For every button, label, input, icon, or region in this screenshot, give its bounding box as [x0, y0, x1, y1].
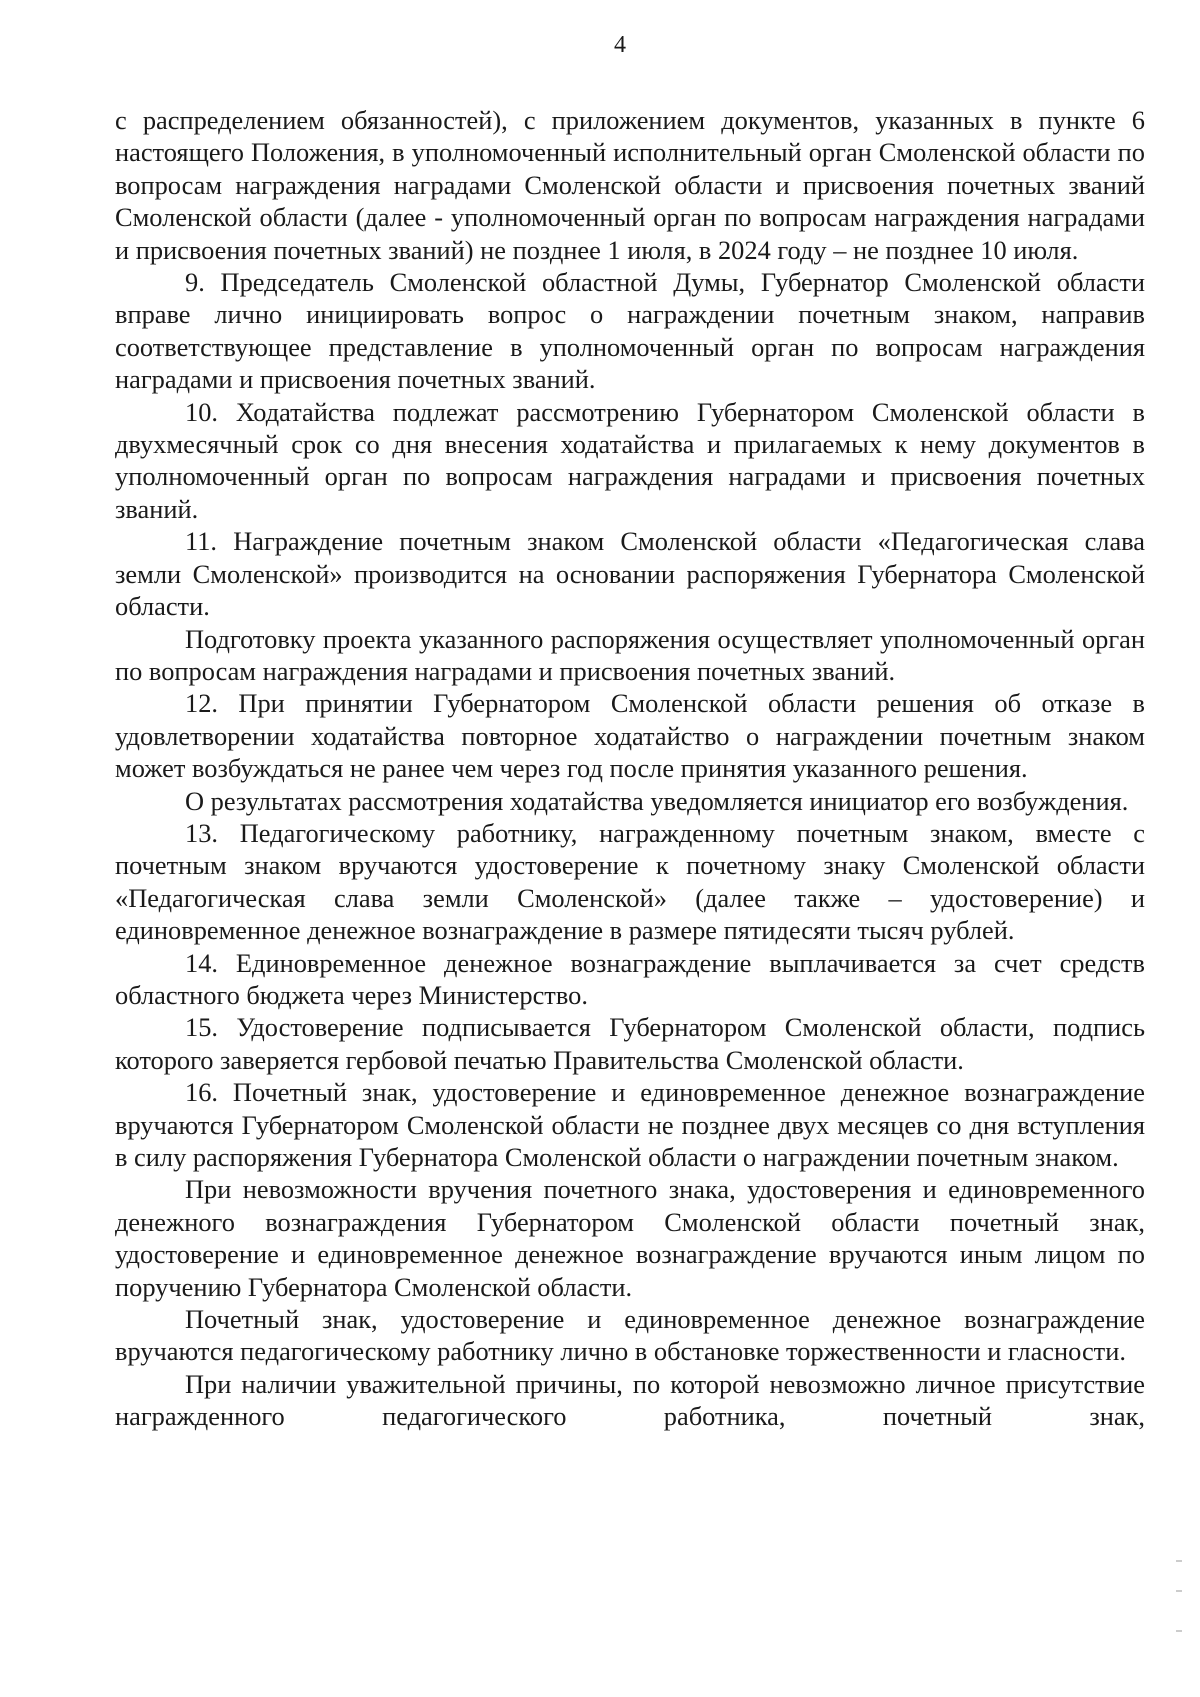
paragraph-item-12-notice: О результатах рассмотрения ходатайства уведомляется инициатор его возбуждения. [185, 785, 1129, 816]
scan-artifact [1176, 1630, 1182, 1632]
document-body [115, 104, 1145, 1433]
paragraph-item-11-draft: Подготовку проекта указанного распоряжения осуществляет уполномоченный орган по вопросам награждения наградами и присвоения почетных званий. [115, 623, 1145, 686]
paragraph-item-11: 11. Награждение почетным знаком Смоленской области «Педагогическая слава земли Смоленской» производится на основании распоряжения Губернатора Смоленской области. [115, 526, 1145, 622]
paragraph-item-14: 14. Единовременное денежное вознаграждение выплачивается за счет средств областного бюджета через Министерство. [115, 947, 1145, 1010]
page-number: 4 [614, 32, 626, 58]
paragraph-item-16: 16. Почетный знак, удостоверение и единовременное денежное вознаграждение вручаются Губернатором Смоленской области не позднее двух месяцев со дня вступления в силу распоряжения Губернатора Смоленской области о награждении почетным знаком. [115, 1077, 1145, 1172]
paragraph-item-16-ceremony: Почетный знак, удостоверение и единовременное денежное вознаграждение вручаются педагогическому работнику лично в обстановке торжественности и гласности. [115, 1304, 1145, 1367]
paragraph-continuation: с распределением обязанностей), с приложением документов, указанных в пункте 6 настоящего Положения, в уполномоченный исполнительный орган Смоленской области по вопросам награждения наградами Смоленской области и присвоения почетных званий Смоленской области (далее - уполномоченный орган по вопросам награждения наградами и присвоения почетных званий) не позднее 1 июля, в 2024 году – не позднее 10 июля. [115, 105, 1145, 265]
paragraph-item-9: 9. Председатель Смоленской областной Думы, Губернатор Смоленской области вправе лично инициировать вопрос о награждении почетным знаком, направив соответствующее представление в уполномоченный орган по вопросам награждения наградами и присвоения почетных званий. [115, 267, 1145, 395]
paragraph-item-10: 10. Ходатайства подлежат рассмотрению Губернатором Смоленской области в двухмесячный срок со дня внесения ходатайства и прилагаемых к нему документов в уполномоченный орган по вопросам награждения наградами и присвоения почетных званий. [115, 396, 1145, 524]
paragraph-item-13: 13. Педагогическому работнику, награжденному почетным знаком, вместе с почетным знаком вручаются удостоверение к почетному знаку Смоленской области «Педагогическая слава земли Смоленской» (далее также – удостоверение) и единовременное денежное вознаграждение в размере пятидесяти тысяч рублей. [115, 817, 1145, 946]
scan-artifact [1176, 1560, 1182, 1562]
paragraph-item-16-alternate: При невозможности вручения почетного знака, удостоверения и единовременного денежного вознаграждения Губернатором Смоленской области почетный знак, удостоверение и единовременное денежное вознаграждение вручаются иным лицом по поручению Губернатора Смоленской области. [115, 1174, 1145, 1302]
scan-artifact [1176, 1590, 1182, 1592]
paragraph-item-16-absence: При наличии уважительной причины, по которой невозможно личное присутствие награжденного педагогического работника, почетный знак, [115, 1368, 1145, 1432]
paragraph-item-12: 12. При принятии Губернатором Смоленской области решения об отказе в удовлетворении ходатайства повторное ходатайство о награждении почетным знаком может возбуждаться не ранее чем через год после принятия указанного решения. [115, 688, 1145, 784]
paragraph-item-15: 15. Удостоверение подписывается Губернатором Смоленской области, подпись которого заверяется гербовой печатью Правительства Смоленской области. [115, 1012, 1145, 1075]
